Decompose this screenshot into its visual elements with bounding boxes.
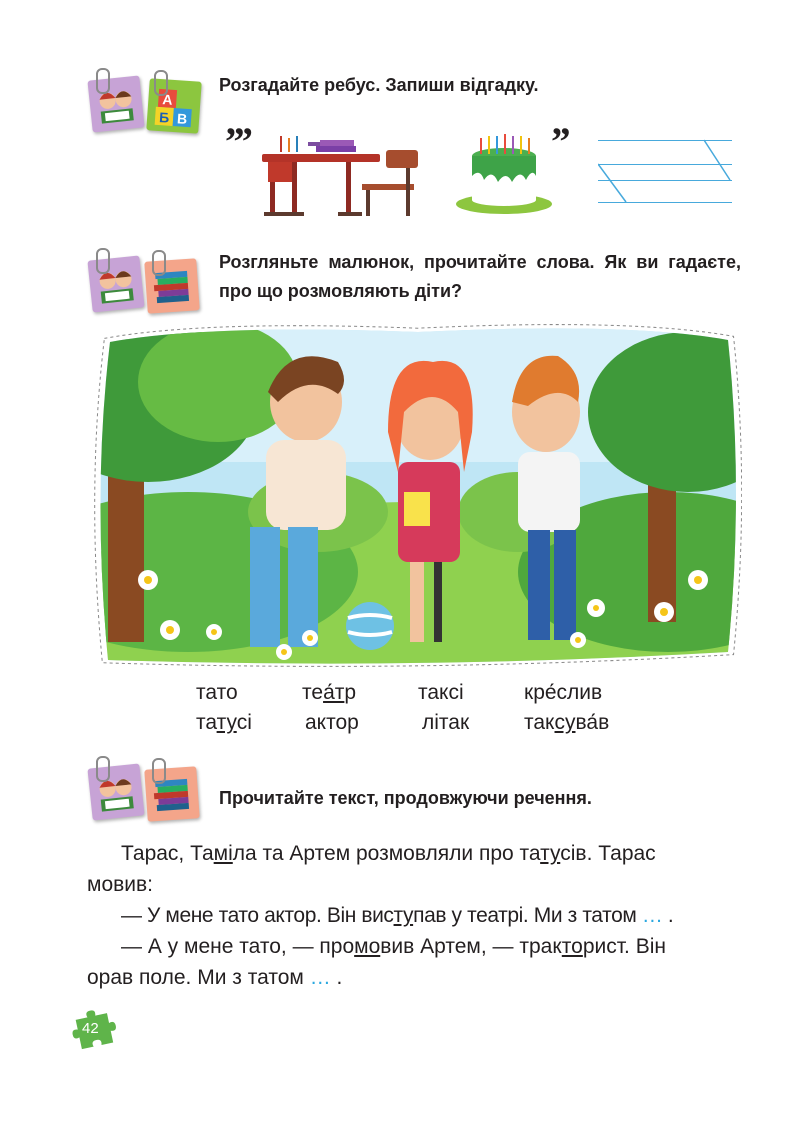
desk-with-chair-icon — [258, 132, 428, 222]
text-line-1: Тарас, Таміла та Артем розмовляли про татусів. Тарас — [121, 842, 656, 865]
page-number: 42 — [82, 1020, 99, 1037]
word-kreslyv: кре́слив — [524, 681, 603, 704]
paper-clip-icon — [152, 758, 166, 784]
task1-instruction: Розгадайте ребус. Запиши відгадку. — [219, 75, 539, 95]
word-litak: літак — [422, 711, 470, 734]
rebus-comma-right: ’’ — [550, 119, 570, 164]
paper-clip-icon — [152, 250, 166, 276]
paper-clip-icon — [154, 70, 168, 96]
text-line-5: орав поле. Ми з татом … . — [87, 966, 343, 989]
task2-instruction: Розгляньте малюнок, прочитайте слова. Як ви гадаєте, про що розмовляють діти? — [219, 252, 741, 301]
kids-in-park-illustration — [88, 322, 742, 672]
word-aktor: актор — [305, 711, 359, 734]
svg-text:Б: Б — [158, 109, 170, 126]
task3-instruction: Прочитайте текст, продовжуючи речення. — [219, 788, 592, 808]
text-paragraph — [87, 838, 747, 993]
text-line-3: — У мене тато актор. Він виступав у театрі. Ми з татом … . — [121, 904, 674, 927]
paper-clip-icon — [96, 756, 110, 782]
word-taksi: таксі — [418, 681, 464, 704]
word-teatr: теа́тр — [302, 681, 357, 704]
word-taksuvav: таксува́в — [524, 711, 610, 734]
paper-clip-icon — [96, 248, 110, 274]
text-line-4: — А у мене тато, — промовив Артем, — тракторист. Він — [121, 935, 666, 958]
paper-clip-icon — [96, 68, 110, 94]
task3-icons — [88, 756, 213, 828]
svg-text:А: А — [161, 91, 174, 108]
word-tatusi: татусі — [196, 711, 252, 734]
rebus-comma-left: ’’’ — [224, 119, 253, 164]
task1-icons — [88, 68, 213, 140]
task2-icons — [88, 248, 213, 320]
svg-text:В: В — [176, 110, 188, 127]
page-number-badge — [72, 1008, 118, 1050]
birthday-cake-icon — [454, 128, 554, 218]
writing-lines[interactable] — [598, 138, 732, 206]
word-tato: тато — [196, 681, 238, 704]
text-line-2: мовив: — [87, 873, 153, 896]
